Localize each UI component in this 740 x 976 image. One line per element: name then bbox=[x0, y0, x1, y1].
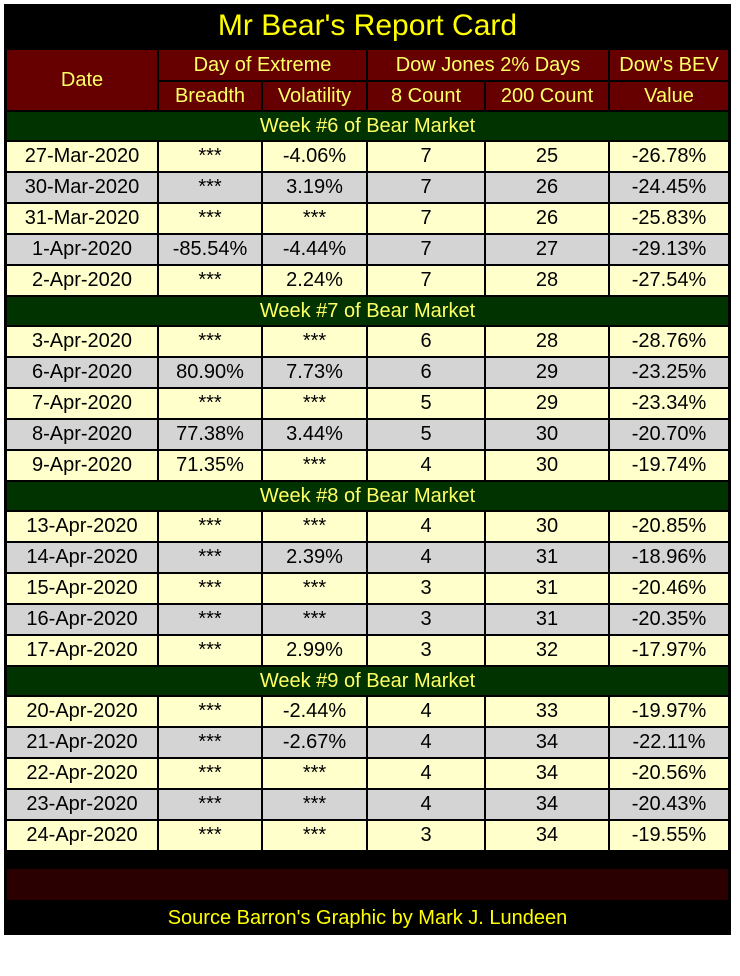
header-200-count: 200 Count bbox=[486, 82, 608, 110]
cell-breadth: *** bbox=[159, 821, 261, 850]
cell-count8: 7 bbox=[368, 173, 484, 202]
header-day-of-extreme: Day of Extreme bbox=[159, 50, 366, 80]
cell-date: 2-Apr-2020 bbox=[7, 266, 157, 295]
cell-breadth: *** bbox=[159, 266, 261, 295]
cell-count200: 29 bbox=[486, 389, 608, 418]
cell-bev: -23.25% bbox=[610, 358, 728, 387]
cell-breadth: *** bbox=[159, 605, 261, 634]
cell-volatility: 7.73% bbox=[263, 358, 366, 387]
week-label: Week #8 of Bear Market bbox=[7, 482, 728, 510]
header-volatility: Volatility bbox=[263, 82, 366, 110]
cell-bev: -20.35% bbox=[610, 605, 728, 634]
cell-bev: -27.54% bbox=[610, 266, 728, 295]
cell-count8: 3 bbox=[368, 605, 484, 634]
cell-breadth: *** bbox=[159, 327, 261, 356]
cell-date: 24-Apr-2020 bbox=[7, 821, 157, 850]
cell-date: 1-Apr-2020 bbox=[7, 235, 157, 264]
cell-bev: -19.97% bbox=[610, 697, 728, 726]
cell-breadth: *** bbox=[159, 574, 261, 603]
cell-bev: -17.97% bbox=[610, 636, 728, 665]
cell-count200: 34 bbox=[486, 821, 608, 850]
cell-count8: 4 bbox=[368, 728, 484, 757]
cell-breadth: *** bbox=[159, 173, 261, 202]
cell-breadth: 80.90% bbox=[159, 358, 261, 387]
cell-count200: 26 bbox=[486, 204, 608, 233]
cell-count200: 32 bbox=[486, 636, 608, 665]
cell-count8: 4 bbox=[368, 512, 484, 541]
cell-bev: -20.70% bbox=[610, 420, 728, 449]
cell-date: 8-Apr-2020 bbox=[7, 420, 157, 449]
cell-volatility: *** bbox=[263, 327, 366, 356]
cell-bev: -25.83% bbox=[610, 204, 728, 233]
cell-date: 17-Apr-2020 bbox=[7, 636, 157, 665]
cell-bev: -22.11% bbox=[610, 728, 728, 757]
source-credit: Source Barron's Graphic by Mark J. Lundeen bbox=[167, 907, 568, 929]
cell-count200: 31 bbox=[486, 574, 608, 603]
header-bev-bottom: Value bbox=[610, 82, 728, 110]
week-label: Week #6 of Bear Market bbox=[7, 112, 728, 140]
cell-count200: 30 bbox=[486, 512, 608, 541]
cell-breadth: *** bbox=[159, 389, 261, 418]
cell-count200: 30 bbox=[486, 420, 608, 449]
cell-bev: -20.43% bbox=[610, 790, 728, 819]
cell-date: 21-Apr-2020 bbox=[7, 728, 157, 757]
cell-count8: 3 bbox=[368, 636, 484, 665]
cell-bev: -28.76% bbox=[610, 327, 728, 356]
cell-date: 7-Apr-2020 bbox=[7, 389, 157, 418]
header-dow-2pct-days: Dow Jones 2% Days bbox=[368, 50, 608, 80]
cell-count8: 6 bbox=[368, 358, 484, 387]
cell-count200: 30 bbox=[486, 451, 608, 480]
cell-volatility: -4.06% bbox=[263, 142, 366, 171]
cell-volatility: -4.44% bbox=[263, 235, 366, 264]
cell-bev: -20.85% bbox=[610, 512, 728, 541]
footer-band bbox=[7, 869, 728, 900]
cell-count200: 28 bbox=[486, 327, 608, 356]
cell-breadth: *** bbox=[159, 636, 261, 665]
cell-bev: -26.78% bbox=[610, 142, 728, 171]
card-title: Mr Bear's Report Card bbox=[217, 8, 518, 42]
cell-date: 30-Mar-2020 bbox=[7, 173, 157, 202]
cell-breadth: 71.35% bbox=[159, 451, 261, 480]
cell-bev: -20.46% bbox=[610, 574, 728, 603]
cell-breadth: *** bbox=[159, 728, 261, 757]
cell-date: 31-Mar-2020 bbox=[7, 204, 157, 233]
header-8-count: 8 Count bbox=[368, 82, 484, 110]
cell-count8: 3 bbox=[368, 821, 484, 850]
header-breadth: Breadth bbox=[159, 82, 261, 110]
cell-date: 20-Apr-2020 bbox=[7, 697, 157, 726]
cell-breadth: 77.38% bbox=[159, 420, 261, 449]
cell-bev: -19.74% bbox=[610, 451, 728, 480]
cell-bev: -23.34% bbox=[610, 389, 728, 418]
cell-bev: -29.13% bbox=[610, 235, 728, 264]
cell-date: 23-Apr-2020 bbox=[7, 790, 157, 819]
cell-volatility: *** bbox=[263, 451, 366, 480]
cell-bev: -19.55% bbox=[610, 821, 728, 850]
cell-count8: 4 bbox=[368, 759, 484, 788]
cell-count8: 5 bbox=[368, 420, 484, 449]
cell-volatility: -2.67% bbox=[263, 728, 366, 757]
week-label: Week #7 of Bear Market bbox=[7, 297, 728, 325]
cell-bev: -20.56% bbox=[610, 759, 728, 788]
cell-volatility: 2.99% bbox=[263, 636, 366, 665]
cell-breadth: *** bbox=[159, 543, 261, 572]
cell-count200: 33 bbox=[486, 697, 608, 726]
cell-volatility: 2.24% bbox=[263, 266, 366, 295]
report-card bbox=[4, 4, 731, 935]
cell-breadth: *** bbox=[159, 697, 261, 726]
cell-date: 13-Apr-2020 bbox=[7, 512, 157, 541]
cell-date: 9-Apr-2020 bbox=[7, 451, 157, 480]
cell-count8: 4 bbox=[368, 790, 484, 819]
cell-breadth: -85.54% bbox=[159, 235, 261, 264]
cell-volatility: *** bbox=[263, 759, 366, 788]
cell-breadth: *** bbox=[159, 790, 261, 819]
cell-count8: 4 bbox=[368, 543, 484, 572]
cell-count200: 34 bbox=[486, 790, 608, 819]
week-label: Week #9 of Bear Market bbox=[7, 667, 728, 695]
cell-count200: 34 bbox=[486, 759, 608, 788]
cell-date: 14-Apr-2020 bbox=[7, 543, 157, 572]
cell-volatility: *** bbox=[263, 605, 366, 634]
cell-volatility: 3.19% bbox=[263, 173, 366, 202]
cell-volatility: *** bbox=[263, 574, 366, 603]
cell-date: 27-Mar-2020 bbox=[7, 142, 157, 171]
cell-count8: 4 bbox=[368, 451, 484, 480]
cell-volatility: *** bbox=[263, 512, 366, 541]
cell-breadth: *** bbox=[159, 759, 261, 788]
cell-count200: 34 bbox=[486, 728, 608, 757]
cell-date: 16-Apr-2020 bbox=[7, 605, 157, 634]
cell-volatility: 2.39% bbox=[263, 543, 366, 572]
header-date: Date bbox=[7, 50, 157, 110]
cell-volatility: 3.44% bbox=[263, 420, 366, 449]
cell-count8: 3 bbox=[368, 574, 484, 603]
cell-count200: 31 bbox=[486, 543, 608, 572]
cell-volatility: *** bbox=[263, 821, 366, 850]
cell-count8: 5 bbox=[368, 389, 484, 418]
cell-bev: -18.96% bbox=[610, 543, 728, 572]
cell-breadth: *** bbox=[159, 142, 261, 171]
cell-bev: -24.45% bbox=[610, 173, 728, 202]
cell-date: 6-Apr-2020 bbox=[7, 358, 157, 387]
cell-count200: 25 bbox=[486, 142, 608, 171]
cell-count200: 31 bbox=[486, 605, 608, 634]
cell-count200: 28 bbox=[486, 266, 608, 295]
cell-volatility: *** bbox=[263, 389, 366, 418]
header-bev-top: Dow's BEV bbox=[610, 50, 728, 80]
cell-date: 3-Apr-2020 bbox=[7, 327, 157, 356]
cell-count8: 6 bbox=[368, 327, 484, 356]
cell-count200: 29 bbox=[486, 358, 608, 387]
cell-volatility: *** bbox=[263, 790, 366, 819]
cell-date: 15-Apr-2020 bbox=[7, 574, 157, 603]
cell-count8: 7 bbox=[368, 204, 484, 233]
cell-count8: 4 bbox=[368, 697, 484, 726]
cell-date: 22-Apr-2020 bbox=[7, 759, 157, 788]
cell-breadth: *** bbox=[159, 204, 261, 233]
cell-volatility: *** bbox=[263, 204, 366, 233]
cell-count8: 7 bbox=[368, 235, 484, 264]
cell-count8: 7 bbox=[368, 266, 484, 295]
cell-count200: 26 bbox=[486, 173, 608, 202]
cell-count200: 27 bbox=[486, 235, 608, 264]
cell-breadth: *** bbox=[159, 512, 261, 541]
cell-volatility: -2.44% bbox=[263, 697, 366, 726]
cell-count8: 7 bbox=[368, 142, 484, 171]
